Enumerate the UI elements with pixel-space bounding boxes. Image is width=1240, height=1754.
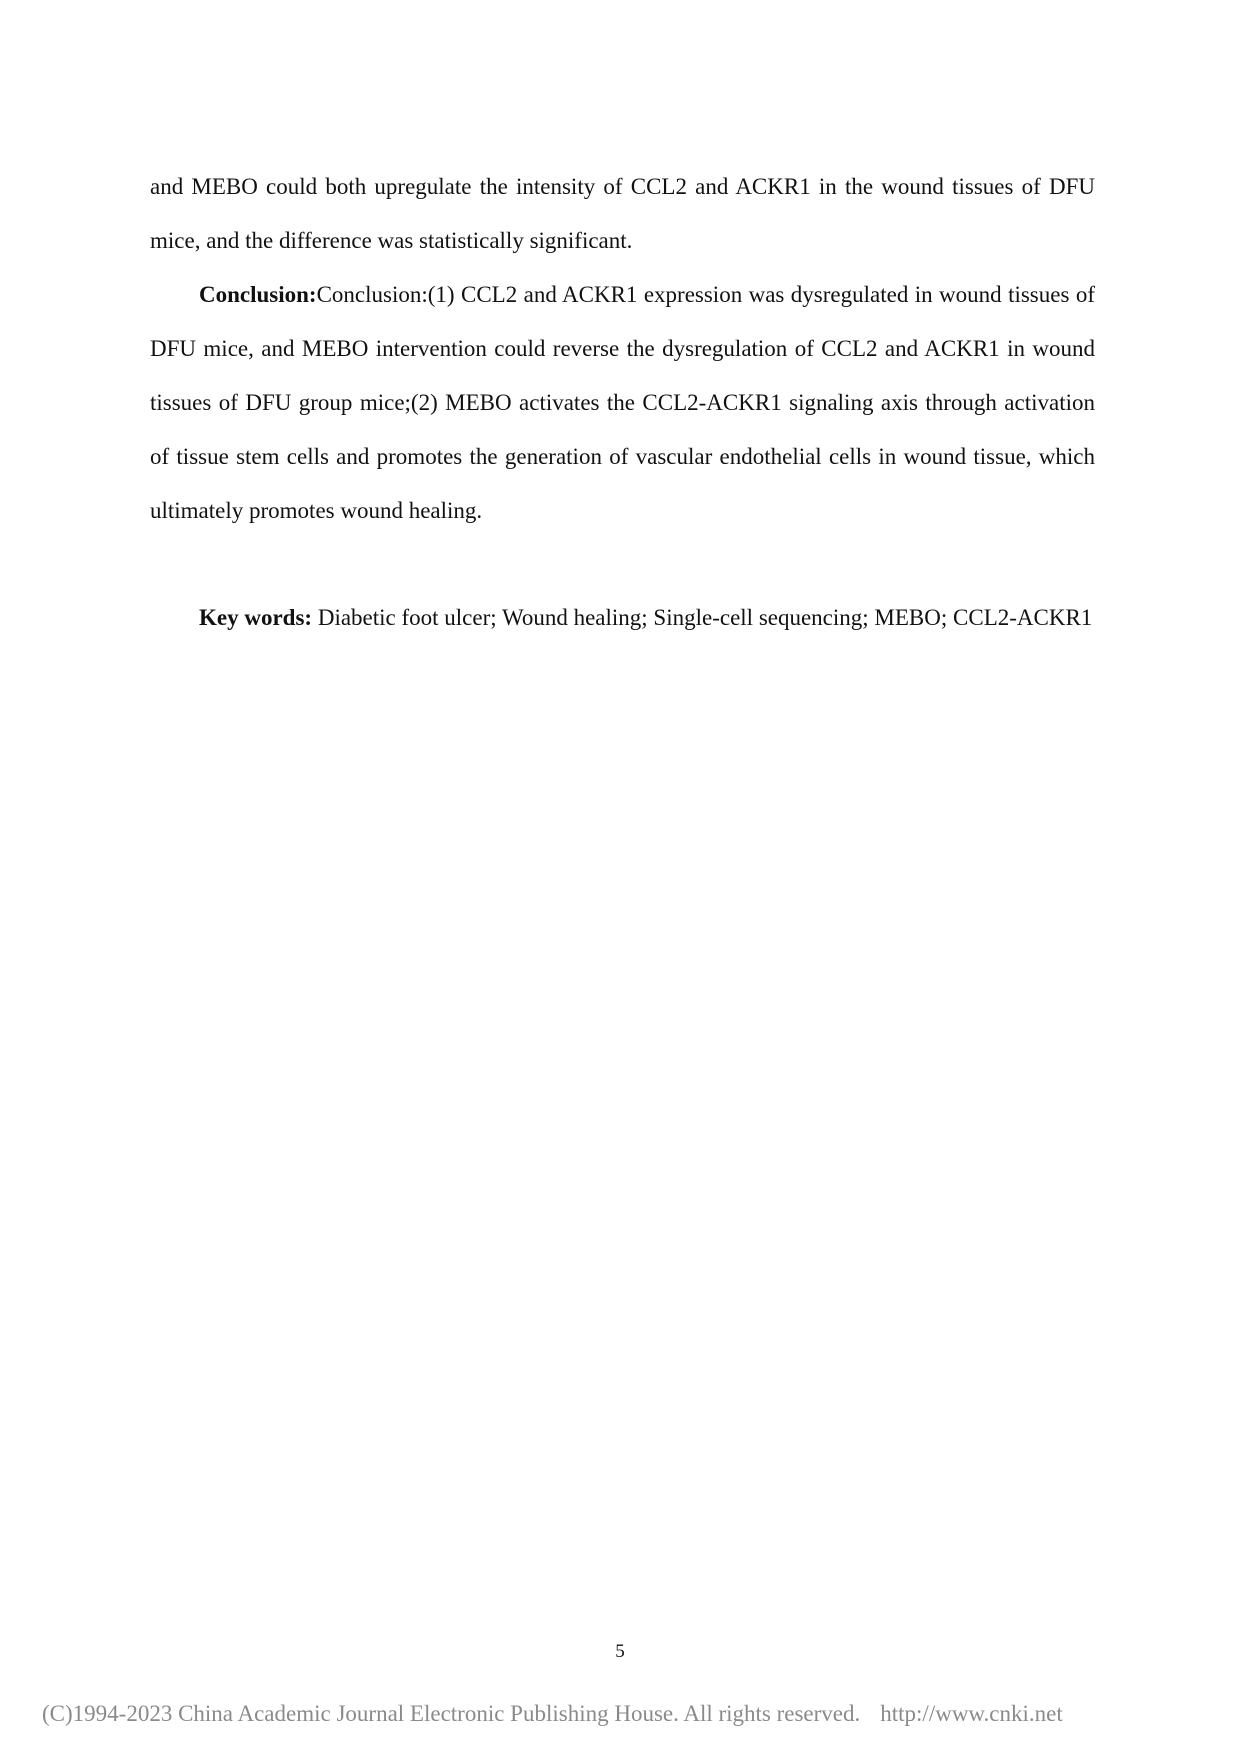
- cnki-link[interactable]: http://www.cnki.net: [880, 1701, 1063, 1726]
- keywords-paragraph: [150, 591, 1095, 645]
- page-body: [150, 160, 1095, 645]
- conclusion-text: Conclusion:(1) CCL2 and ACKR1 expression was dysregulated in wound tissues of DFU mice, and MEBO intervention could reverse the dysregulation of CCL2 and ACKR1 in wound tissues of DFU group mice;(2) MEBO activates the CCL2-ACKR1 signaling axis through activation of tissue stem cells and promotes the generation of vascular endothelial cells in wound tissue, which ultimately promotes wound healing.: [150, 282, 1095, 523]
- copyright-footer: [42, 1700, 1063, 1728]
- page-number: 5: [615, 1641, 625, 1662]
- copyright-text: (C)1994-2023 China Academic Journal Electronic Publishing House. All rights reserved.: [42, 1701, 861, 1726]
- conclusion-label: Conclusion:: [199, 282, 317, 307]
- results-paragraph-continuation: and MEBO could both upregulate the intensity of CCL2 and ACKR1 in the wound tissues of DFU mice, and the difference was statistically significant.: [150, 174, 1095, 253]
- keywords-text: Diabetic foot ulcer; Wound healing; Single-cell sequencing; MEBO; CCL2-ACKR1: [312, 605, 1093, 630]
- conclusion-paragraph: [150, 268, 1095, 538]
- keywords-label: Key words:: [199, 605, 313, 630]
